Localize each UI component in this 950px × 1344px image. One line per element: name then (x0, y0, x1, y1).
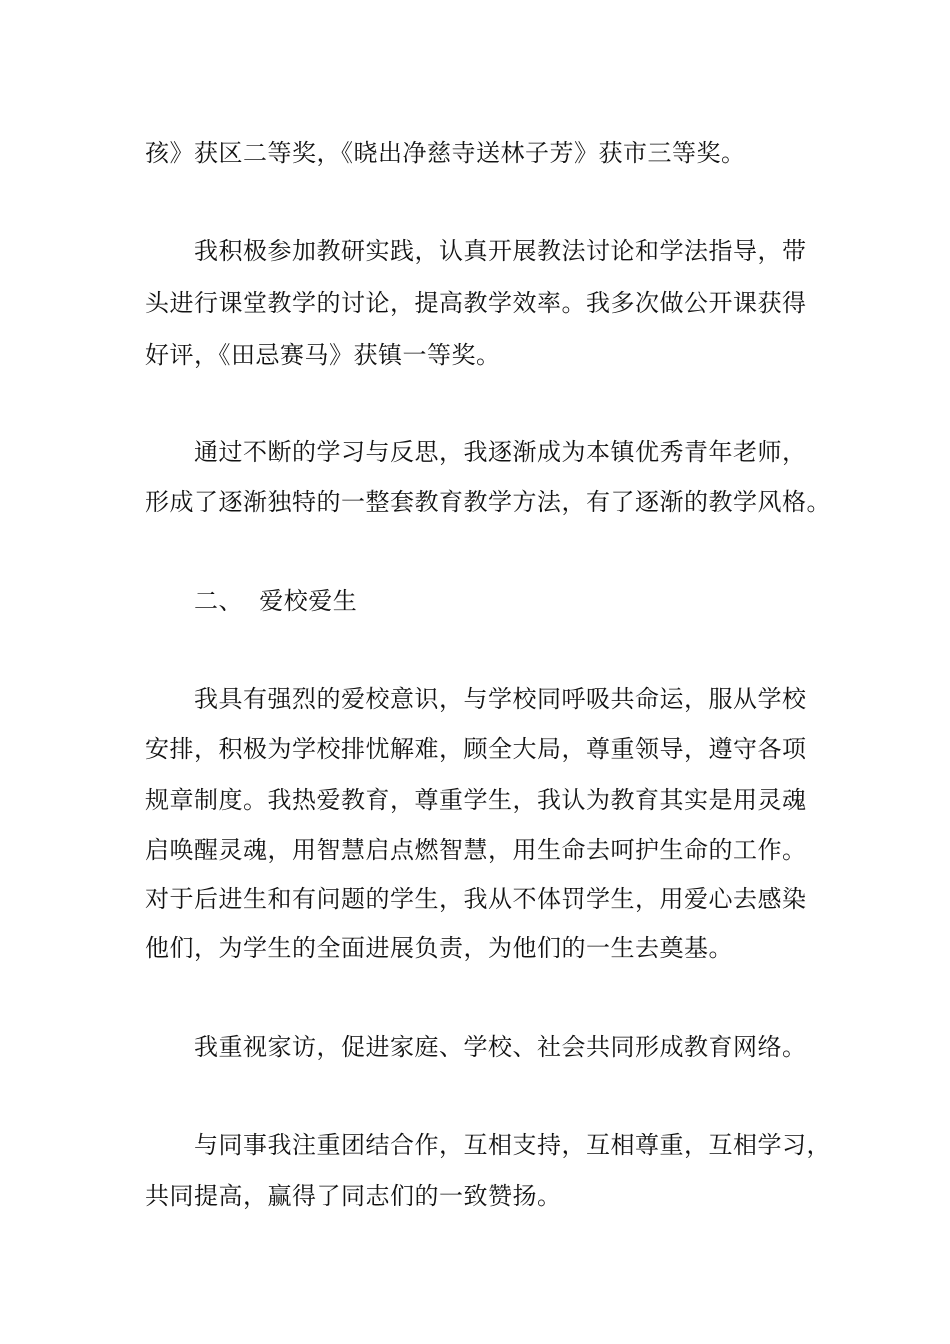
paragraph-5-line-4: 启唤醒灵魂，用智慧启点燃智慧，用生命去呵护生命的工作。 (145, 836, 807, 864)
paragraph-5-line-1: 我具有强烈的爱校意识，与学校同呼吸共命运，服从学校 (194, 685, 807, 713)
section-heading: 二、 爱校爱生 (194, 587, 358, 615)
paragraph-3-line-2: 形成了逐渐独特的一整套教育教学方法，有了逐渐的教学风格。 (145, 488, 831, 516)
paragraph-5-line-6: 他们，为学生的全面进展负责，为他们的一生去奠基。 (145, 934, 733, 962)
paragraph-2-line-2: 头进行课堂教学的讨论，提高教学效率。我多次做公开课获得 (145, 289, 807, 317)
paragraph-5-line-2: 安排，积极为学校排忧解难，顾全大局，尊重领导，遵守各项 (145, 735, 807, 763)
paragraph-7-line-1: 与同事我注重团结合作，互相支持，互相尊重，互相学习， (194, 1131, 831, 1159)
paragraph-2-line-1: 我积极参加教研实践，认真开展教法讨论和学法指导，带 (194, 237, 807, 265)
paragraph-3-line-1: 通过不断的学习与反思，我逐渐成为本镇优秀青年老师， (194, 438, 807, 466)
paragraph-7-line-2: 共同提高，赢得了同志们的一致赞扬。 (145, 1182, 562, 1210)
paragraph-1-line-1: 孩》获区二等奖，《晓出净慈寺送林子芳》获市三等奖。 (145, 139, 746, 167)
paragraph-2-line-3: 好评，《田忌赛马》获镇一等奖。 (145, 341, 501, 369)
paragraph-6-line-1: 我重视家访，促进家庭、学校、社会共同形成教育网络。 (194, 1033, 807, 1061)
paragraph-5-line-5: 对于后进生和有问题的学生，我从不体罚学生，用爱心去感染 (145, 885, 807, 913)
paragraph-5-line-3: 规章制度。我热爱教育，尊重学生，我认为教育其实是用灵魂 (145, 786, 807, 814)
